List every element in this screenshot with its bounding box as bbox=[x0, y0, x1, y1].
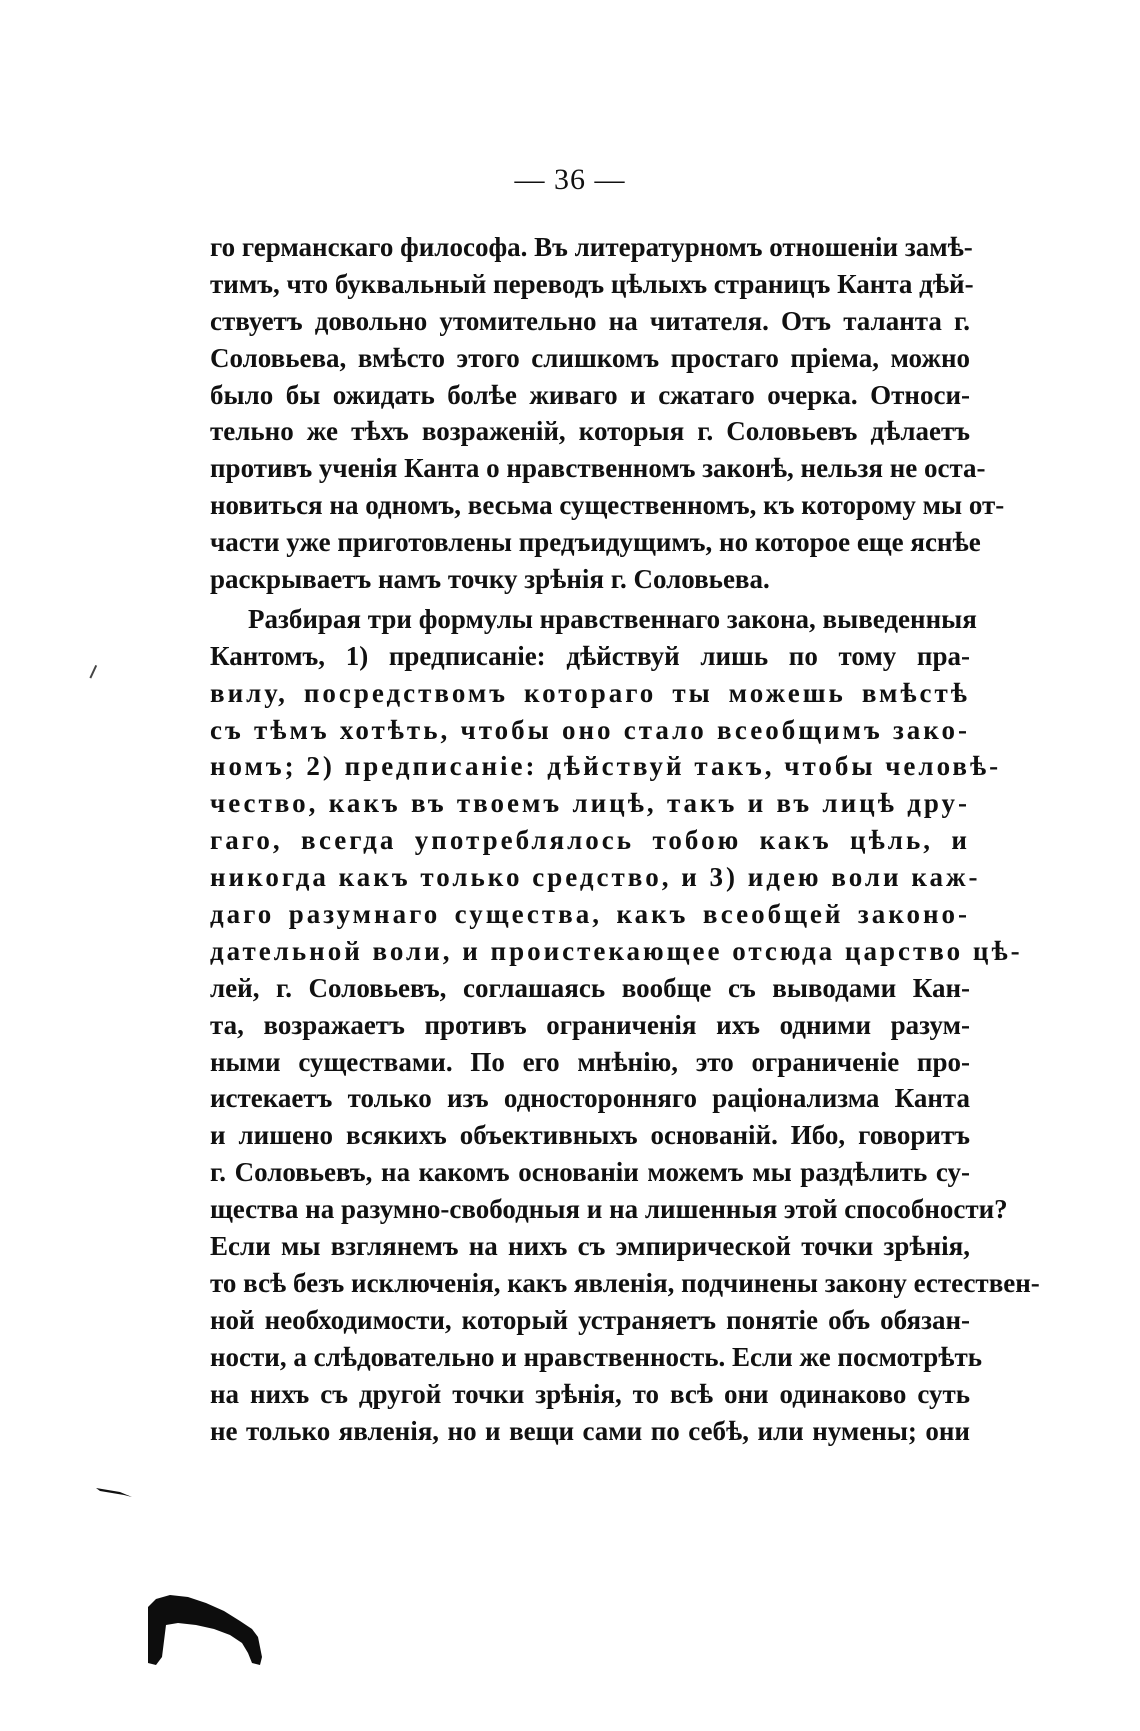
margin-mark bbox=[89, 665, 102, 681]
paragraph-2 bbox=[210, 601, 1040, 1449]
text-line: го германскаго философа. Въ литературномъ отношеніи замѣ- bbox=[210, 232, 973, 262]
text-line: ствуетъ довольно утомительно на читателя. Отъ таланта г. bbox=[210, 305, 970, 336]
text-line: было бы ожидать болѣе живаго и сжатаго очерка. Относи- bbox=[210, 379, 970, 410]
text-line: истекаетъ только изъ односторонняго раціонализма Канта bbox=[210, 1083, 970, 1114]
page-number: — 36 — bbox=[514, 163, 626, 196]
text-line: на нихъ съ другой точки зрѣнія, то всѣ они одинаково суть bbox=[210, 1378, 970, 1409]
text-body bbox=[210, 229, 1040, 1449]
text-line: никогда какъ только средство, и 3) идею воли каж- bbox=[210, 862, 981, 893]
text-line: та, возражаетъ противъ ограниченія ихъ одними разум- bbox=[210, 1009, 970, 1040]
ink-smudge-large bbox=[148, 1585, 278, 1675]
text-line: Если мы взглянемъ на нихъ съ эмпирической точки зрѣнія, bbox=[210, 1231, 970, 1262]
text-line: части уже приготовлены предъидущимъ, но которое еще яснѣе bbox=[210, 527, 981, 558]
text-line: Кантомъ, 1) предписаніе: дѣйствуй лишь по тому пра- bbox=[210, 640, 970, 671]
text-line: не только явленія, но и вещи сами по себѣ, или нумены; они bbox=[210, 1415, 970, 1446]
text-line: ности, а слѣдовательно и нравственность. Если же посмотрѣть bbox=[210, 1341, 983, 1372]
text-line: даго разумнаго существа, какъ всеобщей законо- bbox=[210, 899, 970, 930]
text-line: новиться на одномъ, весьма существенномъ, къ которому мы от- bbox=[210, 490, 1005, 521]
text-line: номъ; 2) предписаніе: дѣйствуй такъ, чтобы человѣ- bbox=[210, 751, 1002, 782]
text-line: ными существами. По его мнѣнію, это ограниченіе про- bbox=[210, 1046, 970, 1077]
text-line: гаго, всегда употреблялось тобою какъ цѣль, и bbox=[210, 825, 970, 856]
text-line: ной необходимости, который устраняетъ понятіе объ обязан- bbox=[210, 1304, 970, 1335]
text-line: г. Соловьевъ, на какомъ основаніи можемъ мы раздѣлить су- bbox=[210, 1157, 970, 1188]
text-line: тельно же тѣхъ возраженій, которыя г. Соловьевъ дѣлаетъ bbox=[210, 416, 970, 447]
text-line: лей, г. Соловьевъ, соглашаясь вообще съ выводами Кан- bbox=[210, 972, 970, 1003]
text-line: то всѣ безъ исключенія, какъ явленія, подчинены закону естествен- bbox=[210, 1267, 1040, 1298]
text-line: вилу, посредствомъ котораго ты можешь вмѣстѣ bbox=[210, 677, 970, 708]
text-line: тимъ, что буквальный переводъ цѣлыхъ страницъ Канта дѣй- bbox=[210, 268, 974, 299]
text-line: щества на разумно-свободныя и на лишенныя этой способности? bbox=[210, 1194, 1008, 1225]
text-line: Соловьева, вмѣсто этого слишкомъ простаго пріема, можно bbox=[210, 342, 970, 373]
text-line: раскрываетъ намъ точку зрѣнія г. Соловьева. bbox=[210, 564, 770, 595]
text-line: и лишено всякихъ объективныхъ основаній. Ибо, говоритъ bbox=[210, 1120, 970, 1151]
paragraph-1 bbox=[210, 229, 1005, 598]
ink-smudge-small bbox=[94, 1486, 134, 1498]
text-line: съ тѣмъ хотѣть, чтобы оно стало всеобщимъ зако- bbox=[210, 714, 970, 745]
text-line: Разбирая три формулы нравственнаго закона, выведенныя bbox=[248, 603, 977, 634]
text-line: чество, какъ въ твоемъ лицѣ, такъ и въ лицѣ дру- bbox=[210, 788, 970, 819]
text-line: противъ ученія Канта о нравственномъ законѣ, нельзя не оста- bbox=[210, 453, 986, 484]
text-line: дательной воли, и проистекающее отсюда царство цѣ- bbox=[210, 935, 1023, 966]
